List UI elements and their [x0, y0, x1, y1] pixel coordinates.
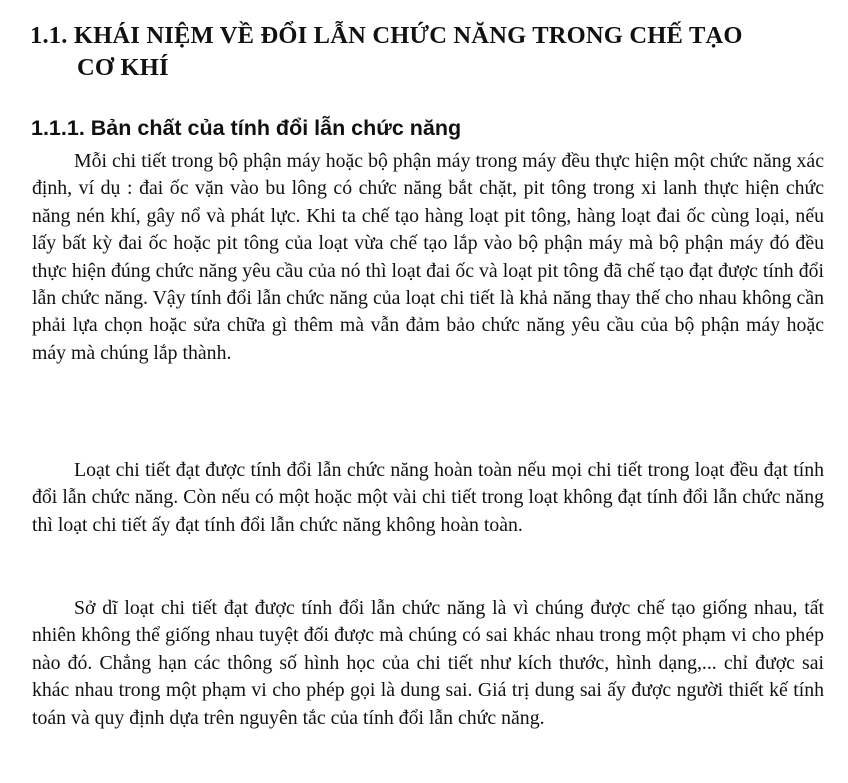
paragraph: Mỗi chi tiết trong bộ phận máy hoặc bộ phận máy trong máy đều thực hiện một chức năng xác định, ví dụ : đai ốc vặn vào bu lông có chức năng bắt chặt, pit tông trong xi lanh thực hiện chức năng nén khí, gây nổ và phát lực. Khi ta chế tạo hàng loạt pit tông, hàng loạt đai ốc cùng loại, nếu lấy bất kỳ đai ốc hoặc pit tông của loạt vừa chế tạo lắp vào bộ phận máy mà bộ phận máy đó đều thực hiện đúng chức năng yêu cầu của nó thì loạt đai ốc và loạt pit tông đã chế tạo đạt được tính đổi lẫn chức năng. Vậy tính đổi lẫn chức năng của loạt chi tiết là khả năng thay thế cho nhau không cần phải lựa chọn hoặc sửa chữa gì thêm mà vẫn đảm bảo chức năng yêu cầu của bộ phận máy hoặc máy mà chúng lắp thành. [32, 150, 824, 364]
chapter-heading [30, 20, 840, 84]
chapter-heading-line-2: CƠ KHÍ [77, 54, 169, 81]
chapter-heading-line-1: 1.1. KHÁI NIỆM VỀ ĐỔI LẪN CHỨC NĂNG TRONG CHẾ TẠO [30, 22, 743, 49]
paragraph: Loạt chi tiết đạt được tính đổi lẫn chức năng hoàn toàn nếu mọi chi tiết trong loạt đều đạt tính đổi lẫn chức năng. Còn nếu có một hoặc một vài chi tiết trong loạt không đạt tính đổi lẫn chức năng thì loạt chi tiết ấy đạt tính đổi lẫn chức năng không hoàn toàn. [32, 459, 824, 536]
paragraph: Sở dĩ loạt chi tiết đạt được tính đổi lẫn chức năng là vì chúng được chế tạo giống nhau, tất nhiên không thể giống nhau tuyệt đối được mà chúng có sai khác nhau trong một phạm vi cho phép nào đó. Chẳng hạn các thông số hình học của chi tiết như kích thước, hình dạng,... chỉ được sai khác nhau trong một phạm vi cho phép gọi là dung sai. Giá trị dung sai ấy được người thiết kế tính toán và quy định dựa trên nguyên tắc của tính đổi lẫn chức năng. [32, 597, 824, 729]
section-heading: 1.1.1. Bản chất của tính đổi lẫn chức năng [31, 116, 462, 140]
